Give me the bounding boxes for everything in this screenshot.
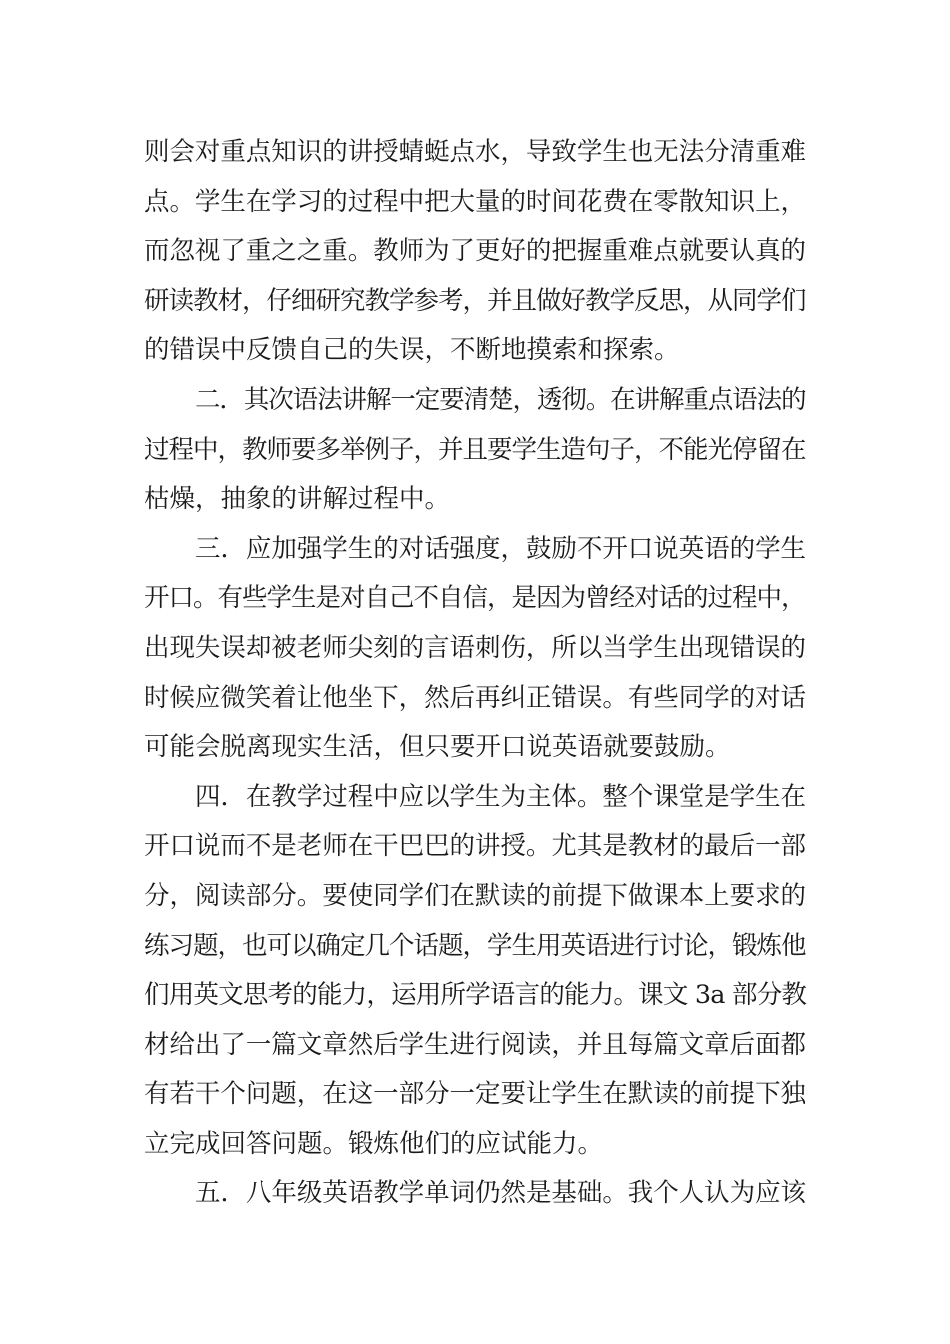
text-line: 可能会脱离现实生活，但只要开口说英语就要鼓励。 <box>144 732 731 763</box>
paragraph-start-line: 二．其次语法讲解一定要清楚，透彻。在讲解重点语法的 <box>195 384 806 415</box>
paragraph-start-line: 三．应加强学生的对话强度，鼓励不开口说英语的学生 <box>195 533 806 564</box>
text-line: 枯燥，抽象的讲解过程中。 <box>144 484 451 515</box>
text-line: 练习题，也可以确定几个话题，学生用英语进行讨论，锻炼他 <box>144 930 806 961</box>
text-line: 的错误中反馈自己的失误，不断地摸索和探索。 <box>144 335 680 366</box>
text-line: 研读教材，仔细研究教学参考，并且做好教学反思，从同学们 <box>144 285 806 316</box>
paragraph-start-line: 五．八年级英语教学单词仍然是基础。我个人认为应该 <box>195 1178 806 1209</box>
text-line: 开口说而不是老师在干巴巴的讲授。尤其是教材的最后一部 <box>144 831 807 862</box>
document-body <box>144 128 806 1219</box>
text-line: 出现失误却被老师尖刻的言语刺伤，所以当学生出现错误的 <box>144 632 807 663</box>
text-line: 开口。有些学生是对自己不自信，是因为曾经对话的过程中， <box>144 583 806 614</box>
text-line: 们用英文思考的能力，运用所学语言的能力。课文 3a 部分教 <box>144 980 807 1011</box>
text-line: 分，阅读部分。要使同学们在默读的前提下做课本上要求的 <box>144 880 807 911</box>
text-line: 则会对重点知识的讲授蜻蜓点水，导致学生也无法分清重难 <box>144 137 807 167</box>
paragraph-start-line: 四．在教学过程中应以学生为主体。整个课堂是学生在 <box>195 781 806 812</box>
text-line: 材给出了一篇文章然后学生进行阅读，并且每篇文章后面都 <box>144 1029 807 1060</box>
text-line: 时候应微笑着让他坐下，然后再纠正错误。有些同学的对话 <box>144 682 807 713</box>
text-line: 立完成回答问题。锻炼他们的应试能力。 <box>144 1128 604 1159</box>
text-line: 过程中，教师要多举例子，并且要学生造句子，不能光停留在 <box>144 434 806 465</box>
text-line: 有若干个问题，在这一部分一定要让学生在默读的前提下独 <box>144 1079 807 1110</box>
text-line: 点。学生在学习的过程中把大量的时间花费在零散知识上， <box>144 186 807 217</box>
text-line: 而忽视了重之之重。教师为了更好的把握重难点就要认真的 <box>144 236 807 267</box>
